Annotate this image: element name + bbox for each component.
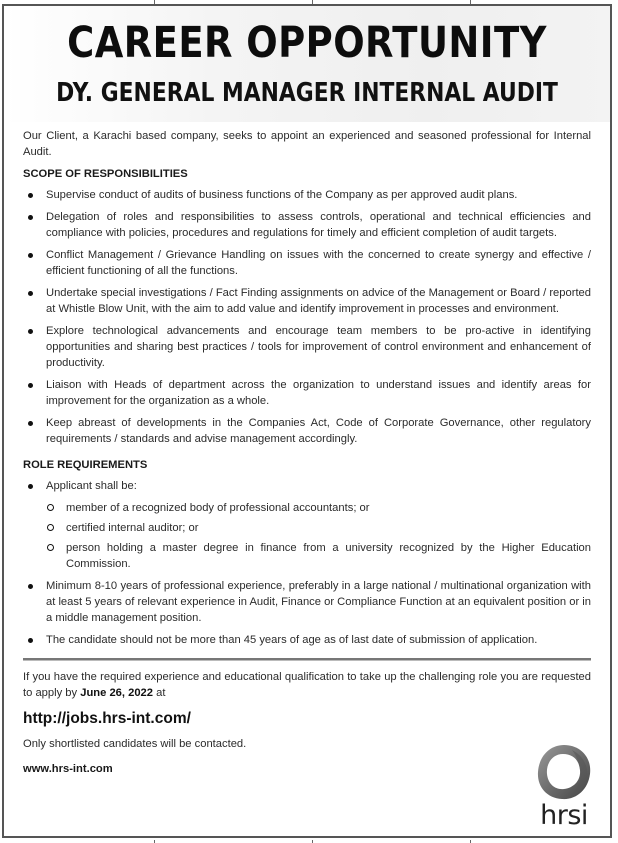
- bullet-icon: [28, 253, 33, 258]
- circle-bullet-icon: [47, 544, 54, 551]
- bullet-icon: [28, 638, 33, 643]
- website-link[interactable]: www.hrs-int.com: [23, 763, 113, 775]
- requirement-item: Minimum 8-10 years of professional experience, preferably in a large national / multinational organization with at least 5 years of relevant experience in Audit, Finance or Compliance Function at an equivalent position or in a middle management position.: [23, 578, 591, 626]
- bullet-icon: [28, 291, 33, 296]
- intro-paragraph: Our Client, a Karachi based company, seeks to appoint an experienced and seasoned professional for Internal Audit.: [23, 130, 591, 158]
- bullet-icon: [28, 193, 33, 198]
- header-band: [4, 6, 610, 122]
- scope-heading: SCOPE OF RESPONSIBILITIES: [23, 168, 188, 180]
- bullet-icon: [28, 484, 33, 489]
- scope-item: Explore technological advancements and encourage team members to be pro-active in identifying opportunities and sharing best practices / tools for improvement of control environment and enhancement of productivity.: [23, 323, 591, 371]
- bullet-icon: [28, 329, 33, 334]
- applicant-option: certified internal auditor; or: [46, 520, 591, 536]
- scope-list: [23, 187, 591, 447]
- scope-item: Supervise conduct of audits of business functions of the Company as per approved audit plans.: [23, 187, 591, 203]
- page-title: CAREER OPPORTUNITY: [67, 18, 547, 68]
- scope-item: Liaison with Heads of department across the organization to understand issues and identify areas for improvement for the organization as a whole.: [23, 377, 591, 409]
- logo-text: hrsi: [540, 800, 588, 831]
- circle-bullet-icon: [47, 504, 54, 511]
- bullet-icon: [28, 383, 33, 388]
- bullet-icon: [28, 421, 33, 426]
- bullet-icon: [28, 215, 33, 220]
- requirements-heading: ROLE REQUIREMENTS: [23, 459, 148, 471]
- application-deadline: June 26, 2022: [80, 687, 153, 699]
- requirement-item: Applicant shall be: member of a recognized body of professional accountants; or certified internal auditor; or person holding a master degree in finance from a university recognized by the Higher Education Commission.: [23, 478, 591, 572]
- scope-item: Conflict Management / Grievance Handling on issues with the concerned to create synergy and effective / efficient functioning of all the functions.: [23, 247, 591, 279]
- requirement-item: The candidate should not be more than 45 years of age as of last date of submission of application.: [23, 632, 591, 648]
- apply-instructions: If you have the required experience and educational qualification to take up the challenging role you are requested to apply by June 26, 2022 at: [23, 671, 591, 699]
- advertisement-body: [23, 128, 591, 777]
- section-divider: [23, 658, 591, 661]
- requirements-list: [23, 478, 591, 648]
- job-title: DY. GENERAL MANAGER INTERNAL AUDIT: [56, 78, 558, 108]
- scope-item: Delegation of roles and responsibilities to assess controls, operational and technical efficiencies and compliance with policies, procedures and regulations for timely and efficient completion of audit targets.: [23, 209, 591, 241]
- applicant-options-list: [46, 500, 591, 572]
- scope-item: Undertake special investigations / Fact Finding assignments on advice of the Management or Board / reported at Whistle Blow Unit, with the aim to add value and identify improvement in processes and environment.: [23, 285, 591, 317]
- scope-item: Keep abreast of developments in the Companies Act, Code of Corporate Governance, other regulatory requirements / standards and advise management accordingly.: [23, 415, 591, 447]
- apply-link[interactable]: http://jobs.hrs-int.com/: [23, 710, 191, 727]
- applicant-option: member of a recognized body of professional accountants; or: [46, 500, 591, 516]
- circle-bullet-icon: [47, 524, 54, 531]
- bullet-icon: [28, 584, 33, 589]
- shortlist-note: Only shortlisted candidates will be contacted.: [23, 738, 247, 750]
- applicant-option: person holding a master degree in finance from a university recognized by the Higher Education Commission.: [46, 540, 591, 572]
